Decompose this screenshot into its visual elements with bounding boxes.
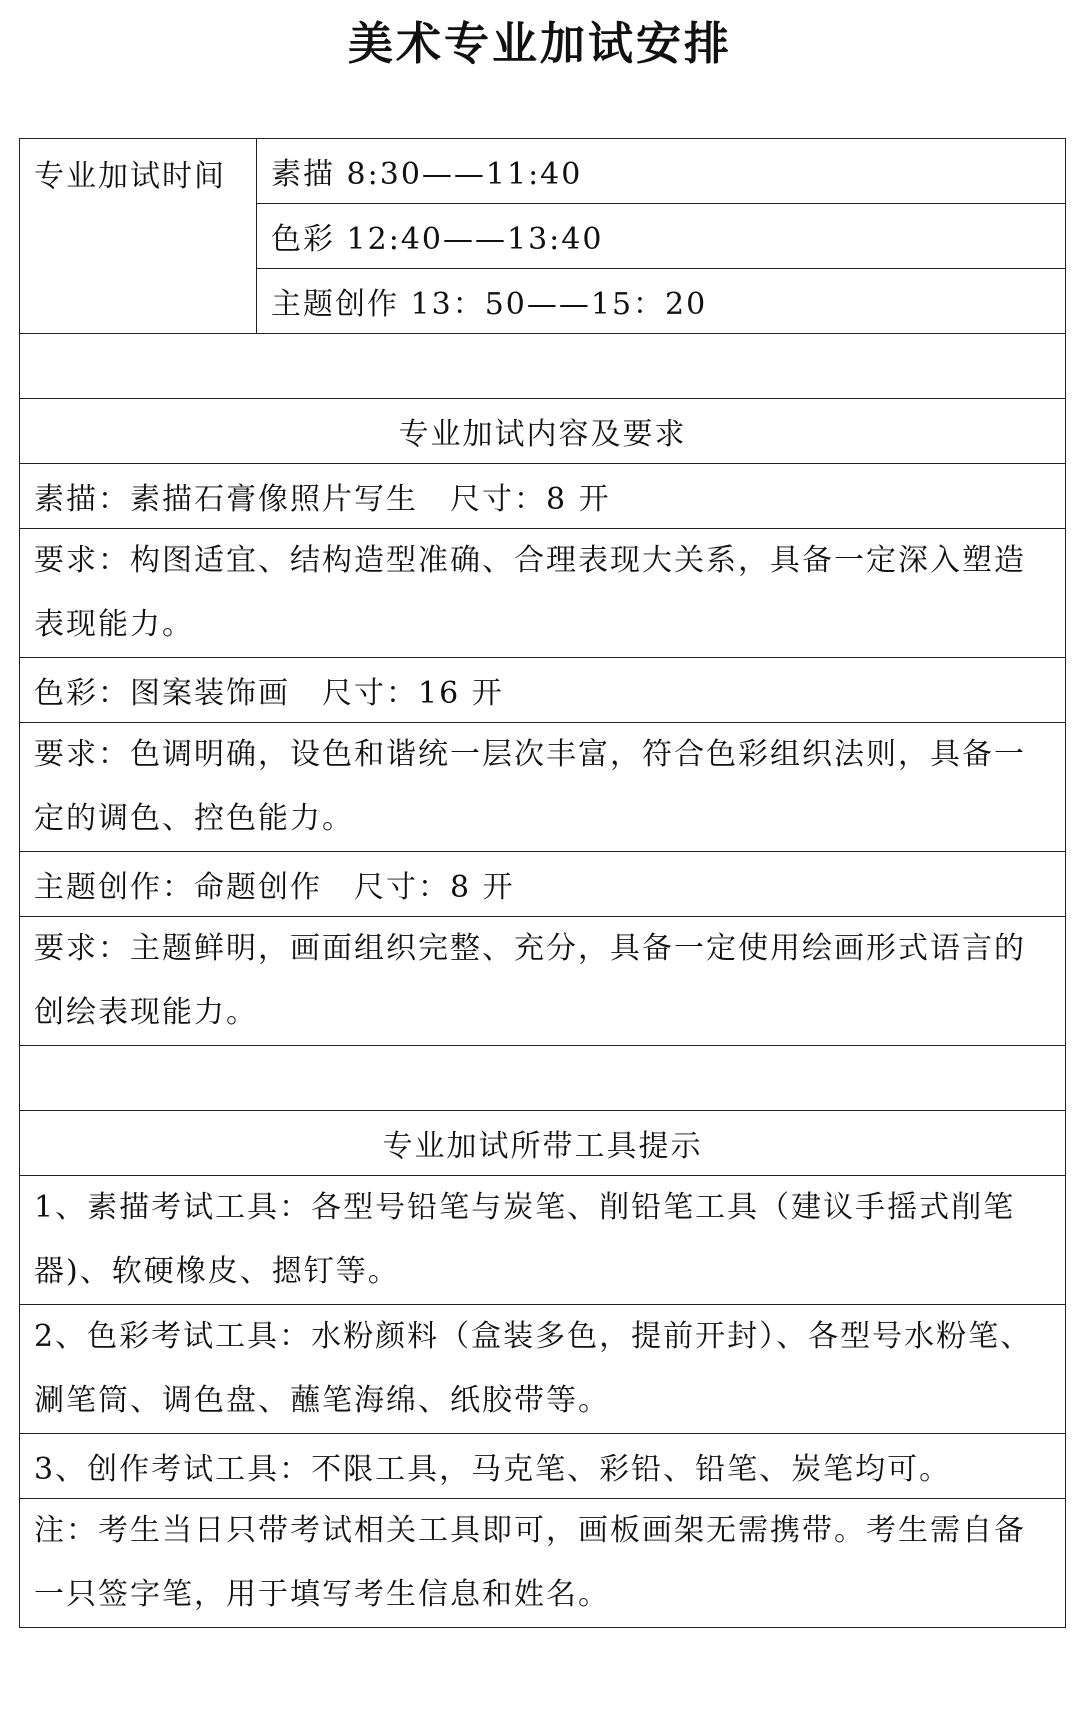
note: 注：考生当日只带考试相关工具即可，画板画架无需携带。考生需自备一只签字笔，用于填写考生信息和姓名。 <box>20 1499 1066 1628</box>
tools-row <box>20 1305 1066 1434</box>
sketch-tools: 1、素描考试工具：各型号铅笔与炭笔、削铅笔工具（建议手摇式削笔器)、软硬橡皮、摁钉等。 <box>20 1176 1066 1305</box>
color-content: 色彩：图案装饰画 尺寸：16 开 <box>20 658 1066 723</box>
content-row <box>20 917 1066 1046</box>
spacer-cell <box>20 1046 1066 1111</box>
time-row <box>20 139 1066 204</box>
creation-tools: 3、创作考试工具：不限工具，马克笔、彩铅、铅笔、炭笔均可。 <box>20 1434 1066 1499</box>
time-label: 专业加试时间 <box>20 139 257 334</box>
section-heading-row <box>20 1111 1066 1176</box>
content-heading: 专业加试内容及要求 <box>20 399 1066 464</box>
tools-heading: 专业加试所带工具提示 <box>20 1111 1066 1176</box>
content-row <box>20 852 1066 917</box>
page-title: 美术专业加试安排 <box>347 17 732 70</box>
spacer-row <box>20 1046 1066 1111</box>
schedule-table <box>19 138 1066 1628</box>
color-tools: 2、色彩考试工具：水粉颜料（盒装多色，提前开封）、各型号水粉笔、涮笔筒、调色盘、蘸笔海绵、纸胶带等。 <box>20 1305 1066 1434</box>
time-slot-creation: 主题创作 13：50——15：20 <box>257 269 1066 334</box>
tools-row <box>20 1176 1066 1305</box>
content-row <box>20 464 1066 529</box>
section-heading-row <box>20 399 1066 464</box>
spacer-cell <box>20 334 1066 399</box>
content-row <box>20 529 1066 658</box>
time-slot-sketch: 素描 8:30——11:40 <box>257 139 1066 204</box>
creation-content: 主题创作：命题创作 尺寸：8 开 <box>20 852 1066 917</box>
content-row <box>20 723 1066 852</box>
sketch-requirement: 要求：构图适宜、结构造型准确、合理表现大关系，具备一定深入塑造表现能力。 <box>20 529 1066 658</box>
content-row <box>20 658 1066 723</box>
spacer-row <box>20 334 1066 399</box>
time-slot-color: 色彩 12:40——13:40 <box>257 204 1066 269</box>
sketch-content: 素描：素描石膏像照片写生 尺寸：8 开 <box>20 464 1066 529</box>
creation-requirement: 要求：主题鲜明，画面组织完整、充分，具备一定使用绘画形式语言的创绘表现能力。 <box>20 917 1066 1046</box>
tools-row <box>20 1499 1066 1628</box>
tools-row <box>20 1434 1066 1499</box>
color-requirement: 要求：色调明确，设色和谐统一层次丰富，符合色彩组织法则，具备一定的调色、控色能力。 <box>20 723 1066 852</box>
